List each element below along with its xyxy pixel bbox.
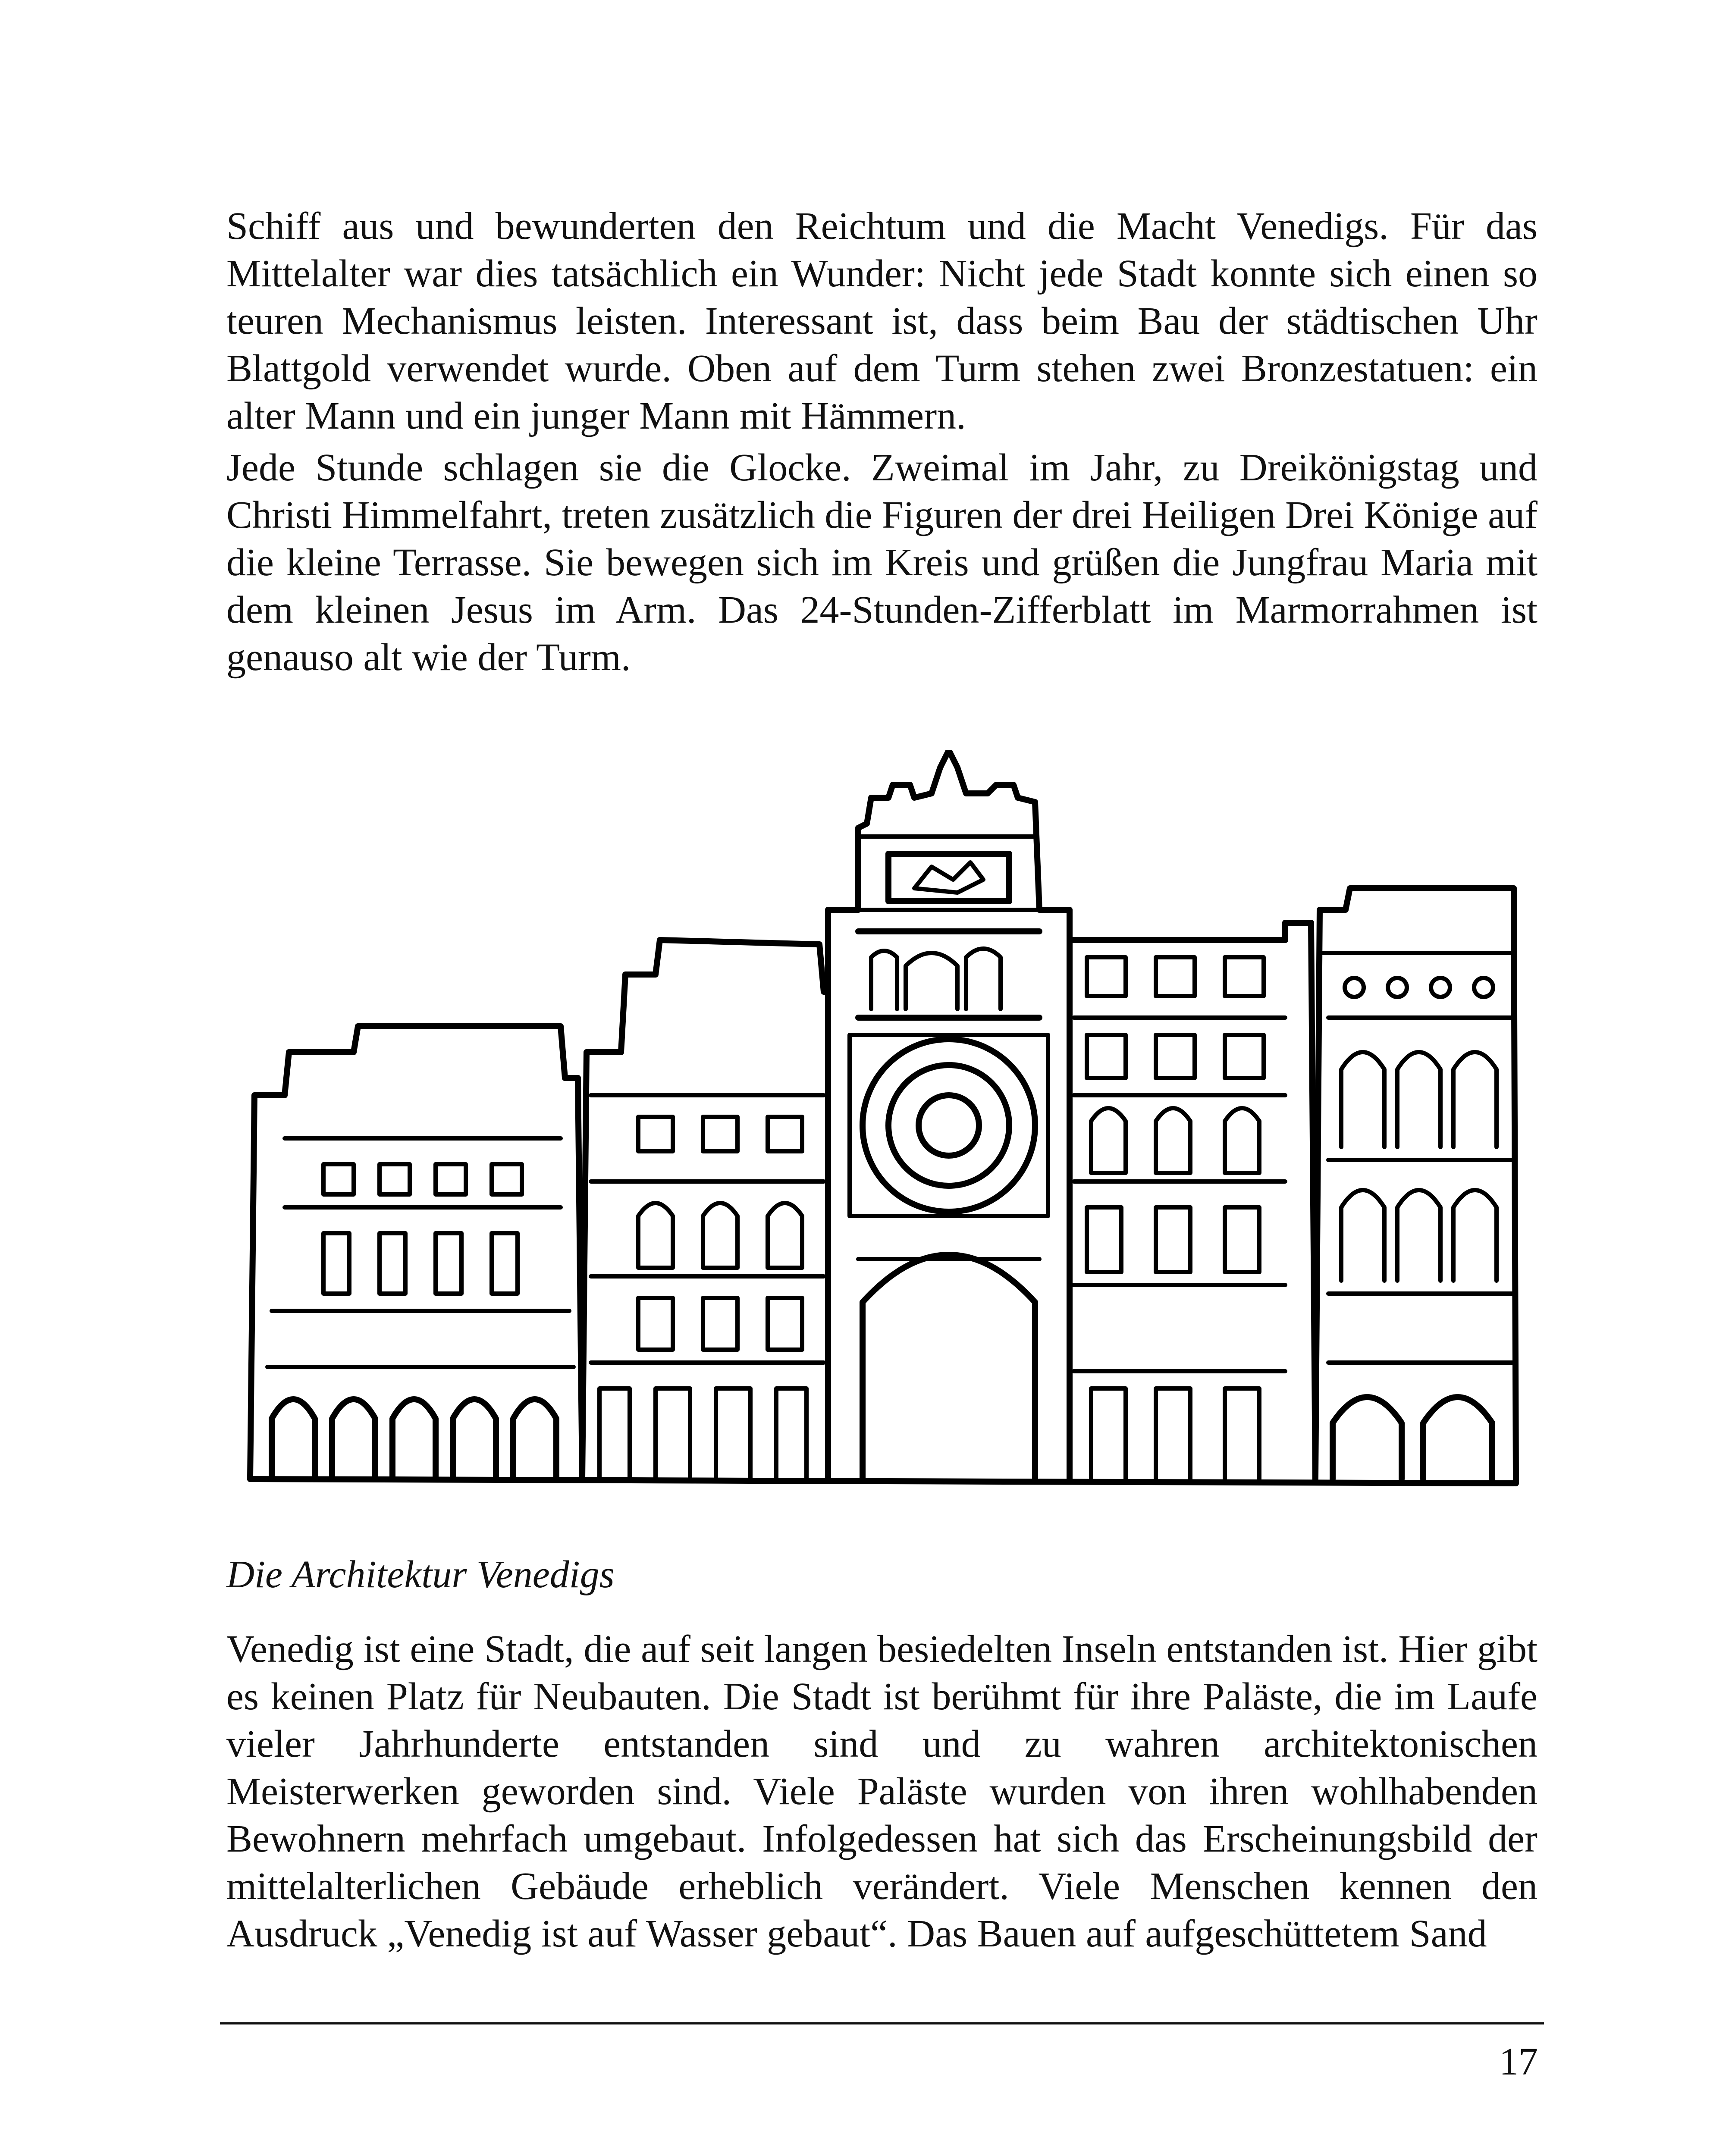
paragraph-3: Venedig ist eine Stadt, die auf seit langen besiedelten Inseln entstanden ist. Hier gibt es keinen Platz für Neubauten. Die Stadt ist berühmt für ihre Paläste, die im Laufe vieler Jahrhunderte entstanden sind und zu wahren architektonischen Meisterwerken geworden sind. Viele Paläste wurden von ihren wohlhabenden Bewohnern mehrfach umgebaut. Infolgedessen hat sich das Erscheinungsbild der mittelalterlichen Gebäude erheblich verändert. Viele Menschen kennen den Ausdruck „Venedig ist auf Wasser gebaut“. Das Bauen auf aufgeschüttetem Sand [226,1628,1537,1955]
clock-tower-illustration [224,750,1527,1526]
paragraph-1: Schiff aus und bewunderten den Reichtum und die Macht Venedigs. Für das Mittelalter war dies tatsächlich ein Wunder: Nicht jede Stadt konnte sich einen so teuren Mechanismus leisten. Interessant ist, dass beim Bau der städtischen Uhr Blattgold verwendet wurde. Oben auf dem Turm stehen zwei Bronzestatuen: ein alter Mann und ein junger Mann mit Hämmern. [226,205,1537,437]
footer-rule [220,2022,1544,2024]
paragraph-2: Jede Stunde schlagen sie die Glocke. Zweimal im Jahr, zu Dreikönigstag und Christi Himmelfahrt, treten zusätzlich die Figuren der drei Heiligen Drei Könige auf die kleine Terrasse. Sie bewegen sich im Kreis und grüßen die Jungfrau Maria mit dem kleinen Jesus im Arm. Das 24-Stunden-Zifferblatt im Marmorrahmen ist genauso alt wie der Turm. [226,446,1537,679]
page-number: 17 [1499,2040,1538,2083]
section-heading: Die Architektur Venedigs [226,1553,615,1596]
